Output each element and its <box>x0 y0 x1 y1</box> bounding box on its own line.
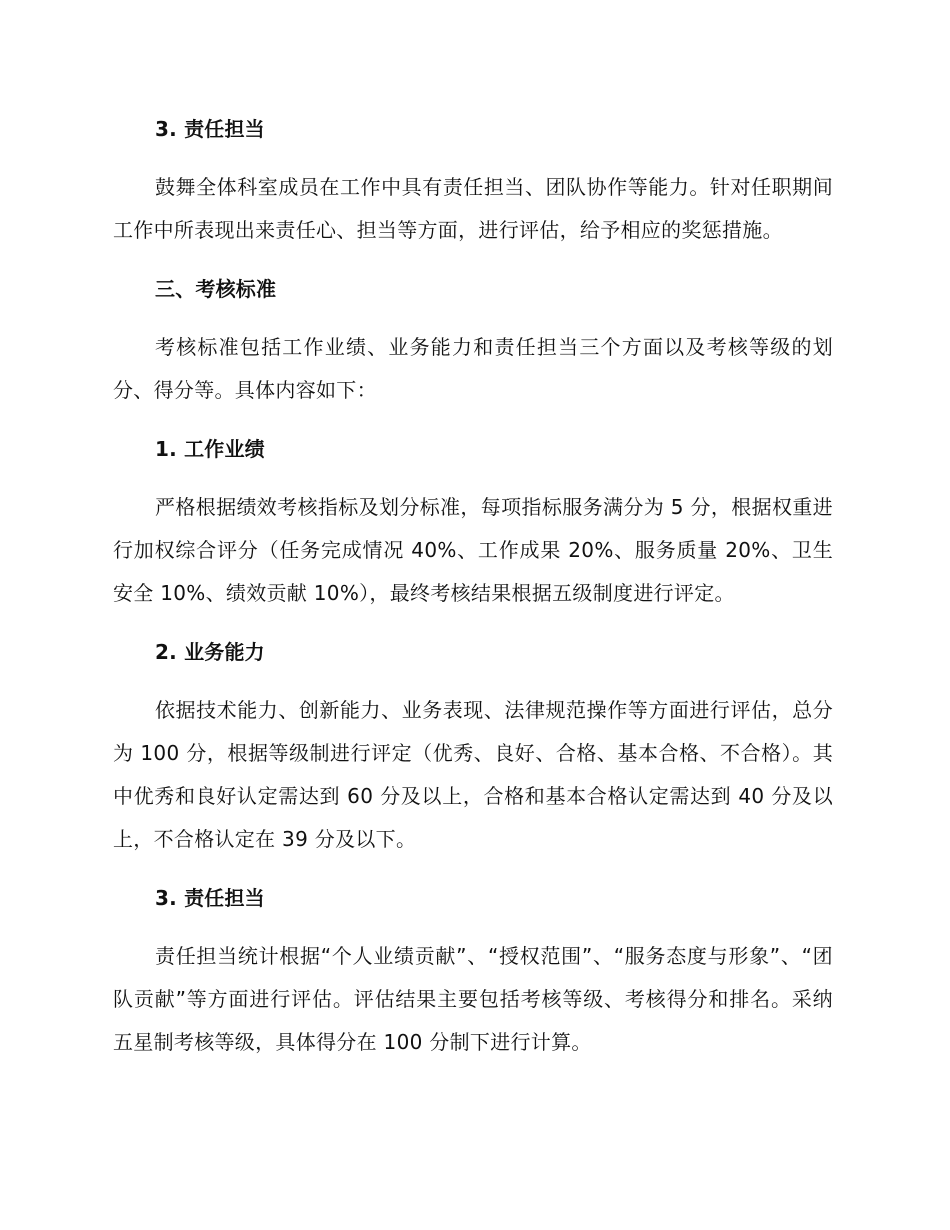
section-heading-assessment-standard: 三、考核标准 <box>155 277 277 301</box>
section-heading-responsibility-2: 3. 责任担当 <box>155 886 265 910</box>
paragraph-assessment-standard: 考核标准包括工作业绩、业务能力和责任担当三个方面以及考核等级的划分、得分等。具体内容如下： <box>113 335 833 402</box>
paragraph-business-ability: 依据技术能力、创新能力、业务表现、法律规范操作等方面进行评估，总分为 100 分，根据等级制进行评定（优秀、良好、合格、基本合格、不合格）。其中优秀和良好认定需达到 60 分及以上，合格和基本合格认定需达到 40 分及以上，不合格认定在 39 分及以下。 <box>113 698 833 851</box>
paragraph-work-performance: 严格根据绩效考核指标及划分标准，每项指标服务满分为 5 分，根据权重进行加权综合评分（任务完成情况 40%、工作成果 20%、服务质量 20%、卫生安全 10%、绩效贡献 10%），最终考核结果根据五级制度进行评定。 <box>113 495 833 605</box>
section-heading-work-performance: 1. 工作业绩 <box>155 437 265 461</box>
section-heading-responsibility: 3. 责任担当 <box>155 117 265 141</box>
document-body <box>113 108 833 1064</box>
paragraph-responsibility-intro: 鼓舞全体科室成员在工作中具有责任担当、团队协作等能力。针对任职期间工作中所表现出来责任心、担当等方面，进行评估，给予相应的奖惩措施。 <box>113 175 833 242</box>
section-heading-business-ability: 2. 业务能力 <box>155 640 265 664</box>
paragraph-responsibility-evaluation: 责任担当统计根据“个人业绩贡献”、“授权范围”、“服务态度与形象”、“团队贡献”等方面进行评估。评估结果主要包括考核等级、考核得分和排名。采纳五星制考核等级，具体得分在 100 分制下进行计算。 <box>113 944 833 1054</box>
